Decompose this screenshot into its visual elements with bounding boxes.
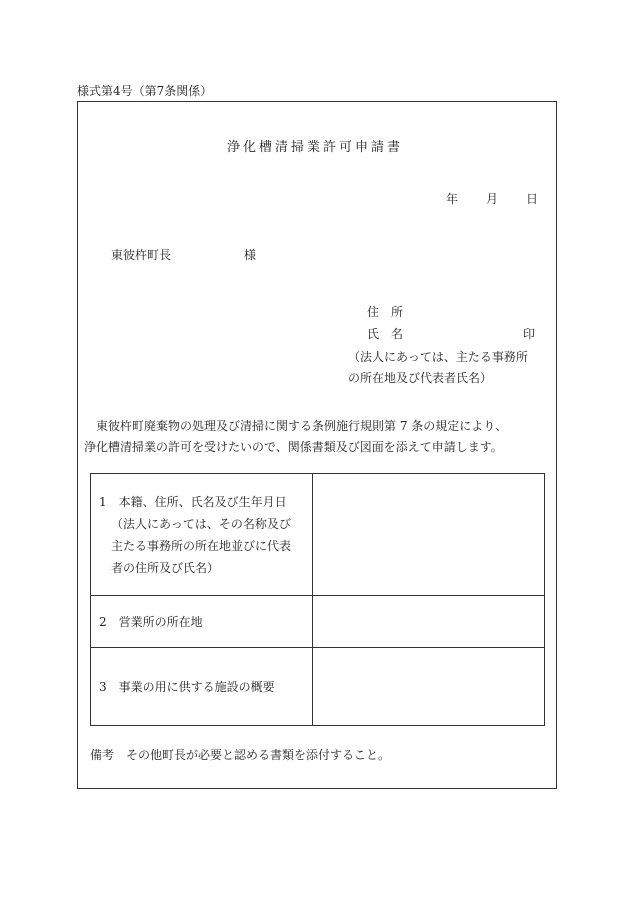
row-value-domicile[interactable] [313, 474, 545, 596]
remarks-note: 備考 その他町長が必要と認める書類を添付すること。 [90, 748, 391, 762]
row-value-office-location[interactable] [313, 596, 545, 648]
row-label-office-location: 2 営業所の所在地 [91, 596, 313, 648]
body-text-line2: 浄化槽清掃業の許可を受けたいので、関係書類及び図面を添えて申請します。 [84, 440, 503, 454]
date-day-label: 日 [526, 192, 539, 206]
application-details-table [90, 473, 545, 726]
body-text-line1: 東彼杵町廃棄物の処理及び清掃に関する条例施行規則第 7 条の規定により、 [96, 419, 508, 433]
row-value-facility-overview[interactable] [313, 648, 545, 726]
table-row [91, 648, 545, 726]
form-title: 浄化槽清掃業許可申請書 [226, 140, 403, 155]
row-label-facility-overview: 3 事業の用に供する施設の概要 [91, 648, 313, 726]
row-label-domicile: 1 本籍、住所、氏名及び生年月日 （法人にあっては、その名称及び 主たる事務所の所在地並びに代表 者の住所及び氏名） [91, 474, 313, 596]
addressee-honorific: 様 [244, 248, 257, 262]
corporate-note-line1: （法人にあっては、主たる事務所 [348, 350, 528, 364]
form-number-label: 様式第4号（第7条関係） [77, 84, 213, 98]
date-year-label: 年 [446, 192, 459, 206]
table-row [91, 474, 545, 596]
applicant-name-label: 氏 名 [367, 327, 404, 341]
addressee-name: 東彼杵町長 [111, 248, 172, 262]
seal-label: 印 [523, 327, 536, 341]
corporate-note-line2: の所在地及び代表者氏名） [348, 371, 493, 385]
table-row [91, 596, 545, 648]
date-month-label: 月 [486, 192, 499, 206]
applicant-address-label: 住 所 [367, 305, 404, 319]
